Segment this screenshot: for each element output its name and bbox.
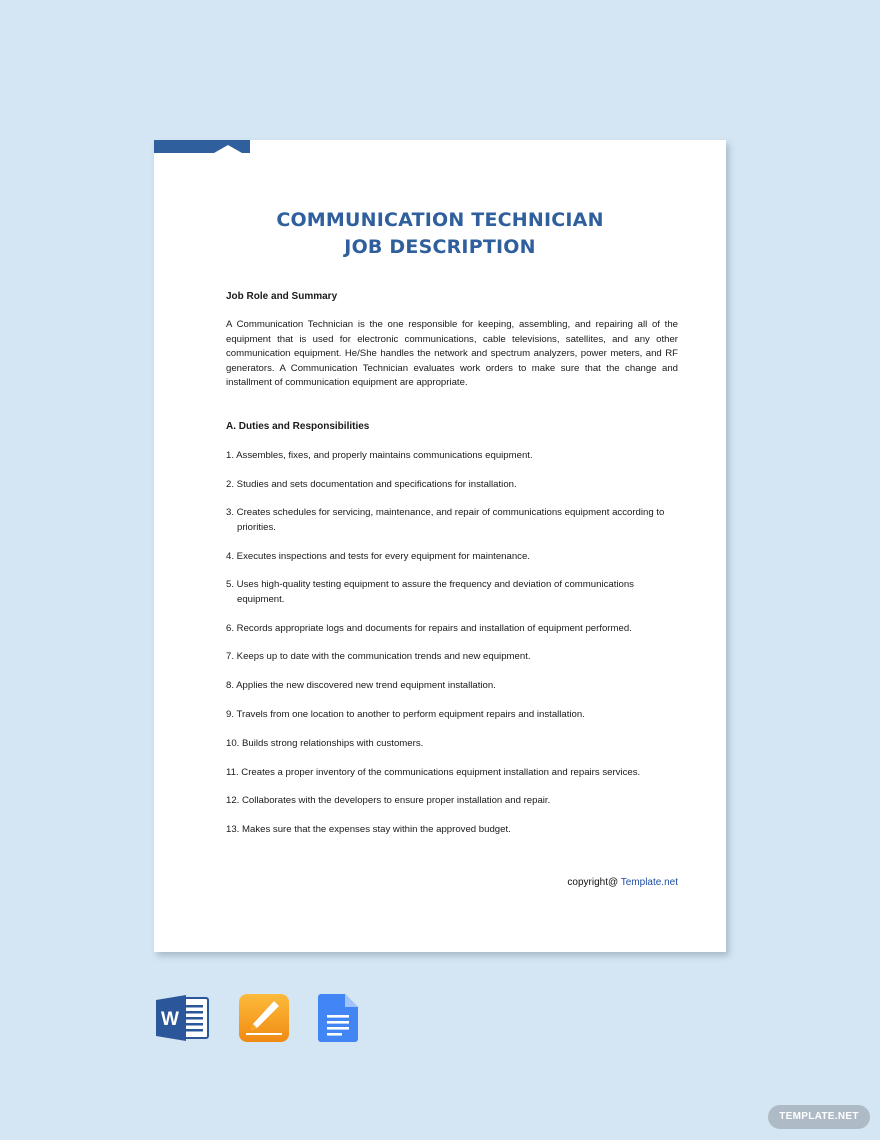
summary-paragraph: A Communication Technician is the one responsible for keeping, assembling, and repairing all of the equipment that is used for electronic communications, cable televisions, satellites, and any other communication equipment. He/She handles the network and spectrum analyzers, power meters, and RF generators. A Communication Technician evaluates work orders to make sure that the change and installment of communication equipment are appropriate. <box>226 319 678 389</box>
document-body <box>226 290 678 852</box>
summary-heading: Job Role and Summary <box>226 291 338 302</box>
duty-item: 9. Travels from one location to another to perform equipment repairs and installation. <box>226 709 585 721</box>
duty-item: 8. Applies the new discovered new trend equipment installation. <box>226 680 496 692</box>
duty-item: 5. Uses high-quality testing equipment to assure the frequency and deviation of communications equipment. <box>226 579 634 605</box>
duty-item: 7. Keeps up to date with the communication trends and new equipment. <box>226 651 531 663</box>
google-docs-icon[interactable] <box>317 993 359 1043</box>
duty-item: 1. Assembles, fixes, and properly maintains communications equipment. <box>226 449 533 461</box>
page-corner-tab <box>154 140 250 153</box>
duty-item: 4. Executes inspections and tests for every equipment for maintenance. <box>226 550 530 562</box>
page-tab-notch <box>214 145 242 153</box>
document-title-line-2: JOB DESCRIPTION <box>344 236 536 258</box>
template-link[interactable]: Template.net <box>620 877 678 888</box>
duty-item: 11. Creates a proper inventory of the communications equipment installation and repairs services. <box>226 766 641 778</box>
word-letter: W <box>161 1009 179 1030</box>
duties-list <box>226 449 678 838</box>
duties-heading: A. Duties and Responsibilities <box>226 421 370 433</box>
document-page <box>154 140 726 952</box>
duty-item: 3. Creates schedules for servicing, maintenance, and repair of communications equipment according to priorities. <box>226 507 665 533</box>
document-title-line-1: COMMUNICATION TECHNICIAN <box>276 209 604 231</box>
duty-item: 10. Builds strong relationships with customers. <box>226 737 424 749</box>
copyright-prefix: copyright@ <box>567 877 621 888</box>
template-net-watermark: TEMPLATE.NET <box>768 1105 870 1129</box>
copyright-line <box>567 877 678 888</box>
duty-item: 12. Collaborates with the developers to ensure proper installation and repair. <box>226 795 551 807</box>
apple-pages-icon[interactable] <box>238 993 290 1043</box>
duty-item: 2. Studies and sets documentation and specifications for installation. <box>226 478 517 490</box>
microsoft-word-icon[interactable] <box>156 994 210 1042</box>
duty-item: 6. Records appropriate logs and documents for repairs and installation of equipment performed. <box>226 622 632 634</box>
duty-item: 13. Makes sure that the expenses stay within the approved budget. <box>226 824 511 836</box>
